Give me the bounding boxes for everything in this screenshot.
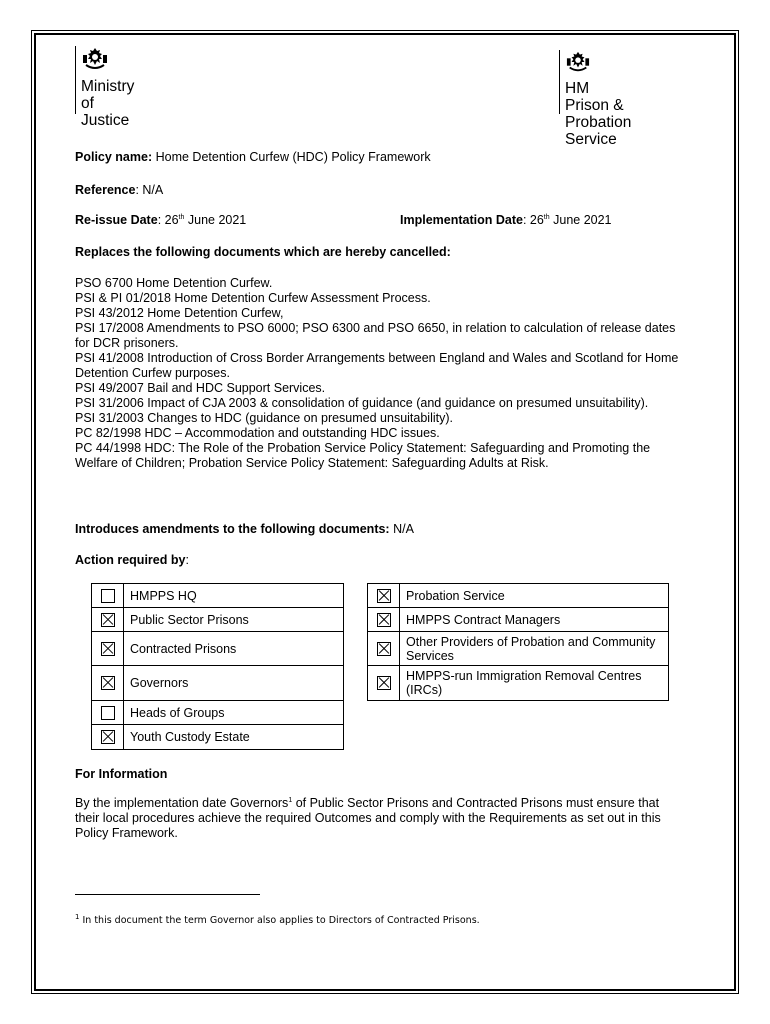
checkbox-heads-of-groups[interactable] (101, 706, 115, 720)
table-row (92, 584, 344, 608)
checkbox-hmpps-hq[interactable] (101, 589, 115, 603)
checkbox-cell (368, 608, 400, 632)
table-row (368, 632, 669, 666)
amendments-field (75, 522, 414, 537)
hmpps-logo-name (565, 80, 631, 148)
list-item: PSI 49/2007 Bail and HDC Support Services. (75, 381, 326, 395)
moj-line-2: of Justice (81, 95, 130, 129)
checkbox-label: Youth Custody Estate (124, 725, 344, 750)
list-item: PSI & PI 01/2018 Home Detention Curfew Assessment Process. (75, 291, 431, 305)
reissue-date-day: : 26 (157, 213, 179, 227)
reissue-date-label: Re-issue Date (75, 213, 158, 227)
table-row (92, 725, 344, 750)
footnote-number: 1 (75, 912, 80, 921)
checkbox-label: Contracted Prisons (124, 632, 344, 666)
amendments-label: Introduces amendments to the following documents: (75, 522, 390, 536)
replaced-documents-list (75, 276, 685, 471)
list-item: PSI 17/2008 Amendments to PSO 6000; PSO 6300 and PSO 6650, in relation to calculation of release dates for DCR prisoners. (75, 321, 676, 350)
table-row (92, 666, 344, 701)
list-item: PSI 31/2003 Changes to HDC (guidance on presumed unsuitability). (75, 411, 453, 425)
checkbox-label: HMPPS-run Immigration Removal Centres (IRCs) (400, 666, 669, 701)
table-row (92, 632, 344, 666)
checkbox-cell (92, 608, 124, 632)
replaces-heading: Replaces the following documents which are hereby cancelled: (75, 245, 451, 259)
policy-name-field (75, 150, 431, 165)
royal-crest-icon (565, 50, 591, 74)
implementation-date-day: : 26 (522, 213, 544, 227)
table-row (368, 666, 669, 701)
hmpps-line-2: Probation Service (565, 114, 632, 148)
reference-label: Reference (75, 183, 136, 197)
logo-divider (559, 50, 560, 114)
reissue-date-month-year: June 2021 (184, 213, 247, 227)
list-item: PSI 41/2008 Introduction of Cross Border Arrangements between England and Wales and Scotland for Home Detention Curfew purposes. (75, 351, 679, 380)
page-border-inner (34, 33, 736, 991)
checkbox-label: Probation Service (400, 584, 669, 608)
logo-divider (75, 46, 76, 114)
action-table-right (367, 583, 669, 701)
list-item: PC 82/1998 HDC – Accommodation and outstanding HDC issues. (75, 426, 440, 440)
hmpps-line-1: HM Prison & (565, 80, 624, 114)
checkbox-public-sector-prisons[interactable] (101, 613, 115, 627)
policy-name-value: Home Detention Curfew (HDC) Policy Framework (152, 150, 431, 164)
checkbox-cell (368, 584, 400, 608)
checkbox-governors[interactable] (101, 676, 115, 690)
checkbox-cell (92, 632, 124, 666)
checkbox-youth-custody-estate[interactable] (101, 730, 115, 744)
checkbox-cell (92, 701, 124, 725)
amendments-value: N/A (389, 522, 414, 536)
policy-name-label: Policy name: (75, 150, 153, 164)
action-required-field (75, 553, 189, 568)
checkbox-label: Other Providers of Probation and Community Services (400, 632, 669, 666)
moj-logo-name (81, 78, 134, 129)
reissue-date-ordinal: th (178, 213, 185, 221)
implementation-date-ordinal: th (543, 213, 550, 221)
moj-line-1: Ministry (81, 78, 135, 95)
footnote-text: In this document the term Governor also applies to Directors of Contracted Prisons. (79, 915, 480, 926)
checkbox-hmpps-contract-managers[interactable] (377, 613, 391, 627)
reissue-date-field (75, 213, 246, 228)
table-row (368, 584, 669, 608)
checkbox-contracted-prisons[interactable] (101, 642, 115, 656)
checkbox-label: HMPPS Contract Managers (400, 608, 669, 632)
checkbox-cell (368, 632, 400, 666)
list-item: PSO 6700 Home Detention Curfew. (75, 276, 273, 290)
checkbox-label: Governors (124, 666, 344, 701)
implementation-date-month-year: June 2021 (549, 213, 612, 227)
table-row (92, 701, 344, 725)
checkbox-cell (92, 666, 124, 701)
reference-field (75, 183, 163, 198)
checkbox-hmpps-irc[interactable] (377, 676, 391, 690)
paragraph-text-start: By the implementation date Governors (75, 796, 289, 810)
list-item: PSI 31/2006 Impact of CJA 2003 & consolidation of guidance (and guidance on presumed unsuitability). (75, 396, 649, 410)
checkbox-cell (368, 666, 400, 701)
footnote-reference[interactable]: 1 (288, 796, 293, 804)
action-required-label: Action required by (75, 553, 186, 567)
royal-crest-icon (81, 46, 109, 72)
table-row (368, 608, 669, 632)
table-row (92, 608, 344, 632)
implementation-date-label: Implementation Date (400, 213, 523, 227)
action-table-left (91, 583, 344, 750)
for-information-heading: For Information (75, 767, 168, 781)
checkbox-label: HMPPS HQ (124, 584, 344, 608)
list-item: PSI 43/2012 Home Detention Curfew, (75, 306, 284, 320)
checkbox-probation-service[interactable] (377, 589, 391, 603)
for-information-paragraph (75, 796, 675, 841)
reference-value: : N/A (135, 183, 164, 197)
checkbox-label: Heads of Groups (124, 701, 344, 725)
paragraph-text-end: of Public Sector Prisons and Contracted Prisons must ensure that their local procedures achieve the required Outcomes and comply with the Requirements as set out in this Policy Framework. (75, 796, 661, 840)
footnote-divider (75, 894, 260, 895)
checkbox-label: Public Sector Prisons (124, 608, 344, 632)
implementation-date-field (400, 213, 612, 228)
footnote (75, 912, 480, 927)
checkbox-cell (92, 725, 124, 750)
checkbox-cell (92, 584, 124, 608)
checkbox-other-providers[interactable] (377, 642, 391, 656)
action-required-colon: : (185, 553, 189, 567)
list-item: PC 44/1998 HDC: The Role of the Probation Service Policy Statement: Safeguarding and Promoting the Welfare of Children; Probation Service Policy Statement: Safeguarding Adults at Risk. (75, 441, 651, 470)
